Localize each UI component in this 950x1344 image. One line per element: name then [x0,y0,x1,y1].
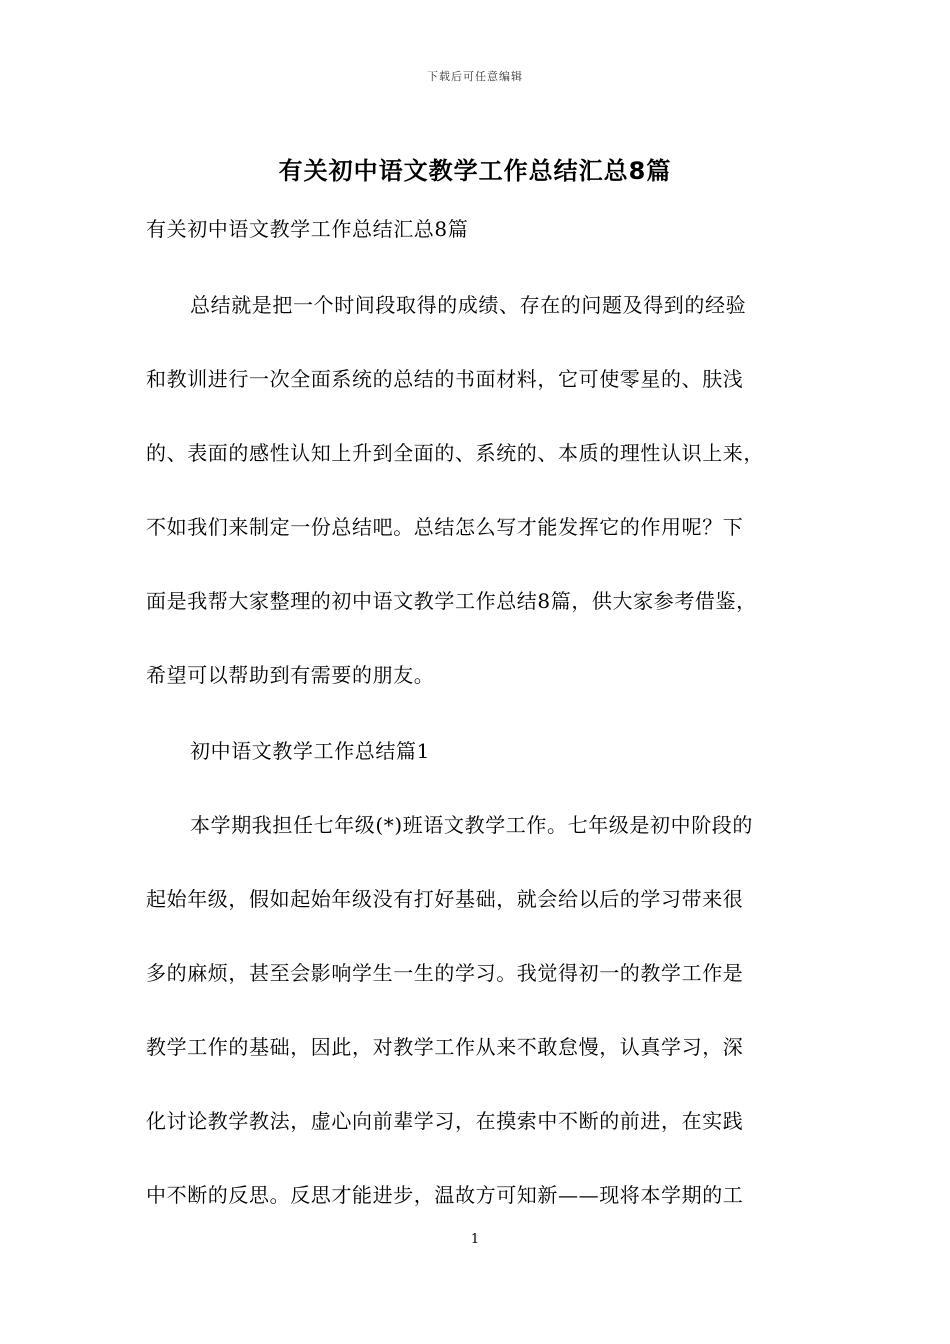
body-line: 教学工作的基础，因此，对教学工作从来不敢怠慢，认真学习，深 [146,1035,744,1059]
body-line: 多的麻烦，甚至会影响学生一生的学习。我觉得初一的教学工作是 [146,961,744,985]
intro-line: 和教训进行一次全面系统的总结的书面材料，它可使零星的、肤浅 [146,367,744,391]
section-heading: 初中语文教学工作总结篇1 [190,739,430,763]
body-line: 起始年级，假如起始年级没有打好基础，就会给以后的学习带来很 [146,887,744,911]
document-subtitle: 有关初中语文教学工作总结汇总8篇 [146,217,469,241]
body-line: 中不断的反思。反思才能进步，温故方可知新——现将本学期的工 [146,1183,744,1207]
intro-line: 的、表面的感性认知上升到全面的、系统的、本质的理性认识上来， [146,441,764,465]
body-line: 本学期我担任七年级(*)班语文教学工作。七年级是初中阶段的 [190,813,754,837]
header-note: 下载后可任意编辑 [427,70,523,83]
page-number: 1 [470,1232,480,1247]
body-line: 化讨论教学教法，虚心向前辈学习，在摸索中不断的前进，在实践 [146,1109,744,1133]
intro-line: 希望可以帮助到有需要的朋友。 [146,663,435,687]
intro-line: 总结就是把一个时间段取得的成绩、存在的问题及得到的经验 [190,293,747,317]
document-title: 有关初中语文教学工作总结汇总8篇 [278,157,672,185]
intro-line: 不如我们来制定一份总结吧。总结怎么写才能发挥它的作用呢？下 [146,515,744,539]
intro-line: 面是我帮大家整理的初中语文教学工作总结8篇，供大家参考借鉴， [146,589,757,613]
